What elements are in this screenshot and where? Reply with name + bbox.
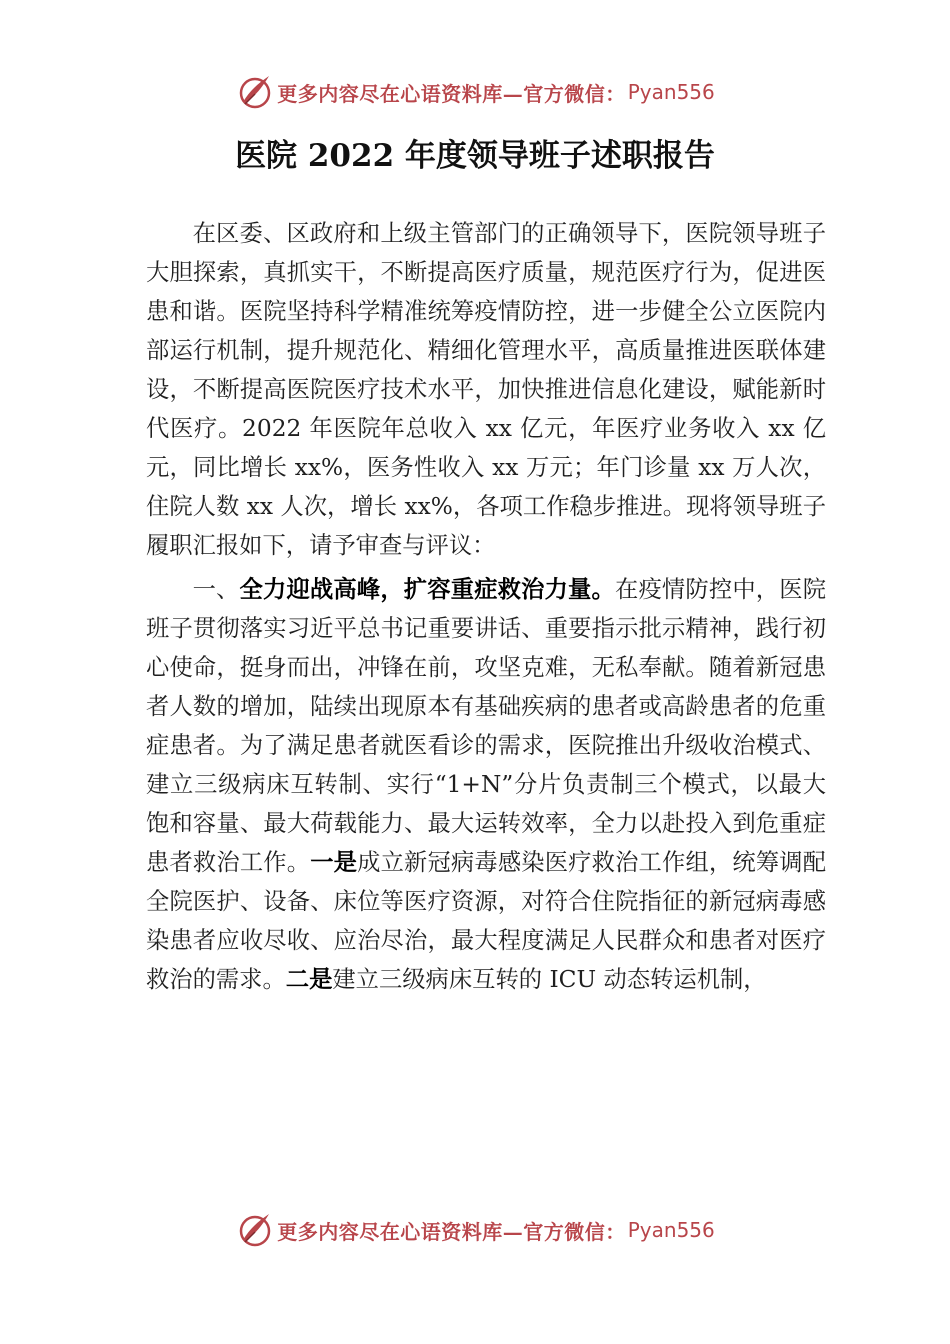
section-1-number: 一、 — [192, 576, 240, 603]
banner-text: 更多内容尽在心语资料库—官方微信： — [277, 1219, 626, 1244]
section-1-body: 在疫情防控中，医院班子贯彻落实习近平总书记重要讲话、重要指示批示精神，践行初心使命，挺身而出，冲锋在前，攻坚克难，无私奉献。随着新冠患者人数的增加，陆续出现原本有基础疾病的患者或高龄患者的危重症患者。为了满足患者就医看诊的需求，医院推出升级收治模式、建立三级病床互转制、实行“1+N”分片负责制三个模式，以最大饱和容量、最大荷载能力、最大运转效率，全力以赴投入到危重症患者救治工作。 — [146, 576, 827, 876]
document-title: 医院 2022 年度领导班子述职报告 — [235, 138, 715, 174]
document-body — [146, 214, 826, 999]
header-banner — [0, 72, 950, 112]
wechat-id: Pyan556 — [627, 80, 715, 104]
point-2-lead: 二是 — [285, 966, 333, 993]
feather-pen-logo-icon — [235, 72, 275, 112]
section-1-heading: 全力迎战高峰，扩容重症救治力量。 — [239, 576, 615, 603]
banner-text: 更多内容尽在心语资料库—官方微信： — [277, 81, 626, 106]
feather-pen-logo-icon — [235, 1210, 275, 1250]
section-1-paragraph — [146, 570, 826, 999]
intro-paragraph: 在区委、区政府和上级主管部门的正确领导下，医院领导班子大胆探索，真抓实干，不断提高医疗质量，规范医疗行为，促进医患和谐。医院坚持科学精准统筹疫情防控，进一步健全公立医院内部运行机制，提升规范化、精细化管理水平，高质量推进医联体建设，不断提高医院医疗技术水平，加快推进信息化建设，赋能新时代医疗。2022 年医院年总收入 xx 亿元，年医疗业务收入 xx 亿元，同比增长 xx%，医务性收入 xx 万元；年门诊量 xx 万人次，住院人数 xx 人次，增长 xx%，各项工作稳步推进。现将领导班子履职汇报如下，请予审查与评议： — [146, 220, 826, 559]
point-2-body: 建立三级病床互转的 ICU 动态转运机制， — [332, 966, 767, 993]
footer-banner — [0, 1210, 950, 1250]
point-1-body: 成立新冠病毒感染医疗救治工作组，统筹调配全院医护、设备、床位等医疗资源，对符合住院指征的新冠病毒感染患者应收尽收、应治尽治，最大程度满足人民群众和患者对医疗救治的需求。 — [146, 849, 827, 993]
point-1-lead: 一是 — [310, 849, 358, 876]
wechat-id: Pyan556 — [627, 1218, 715, 1242]
